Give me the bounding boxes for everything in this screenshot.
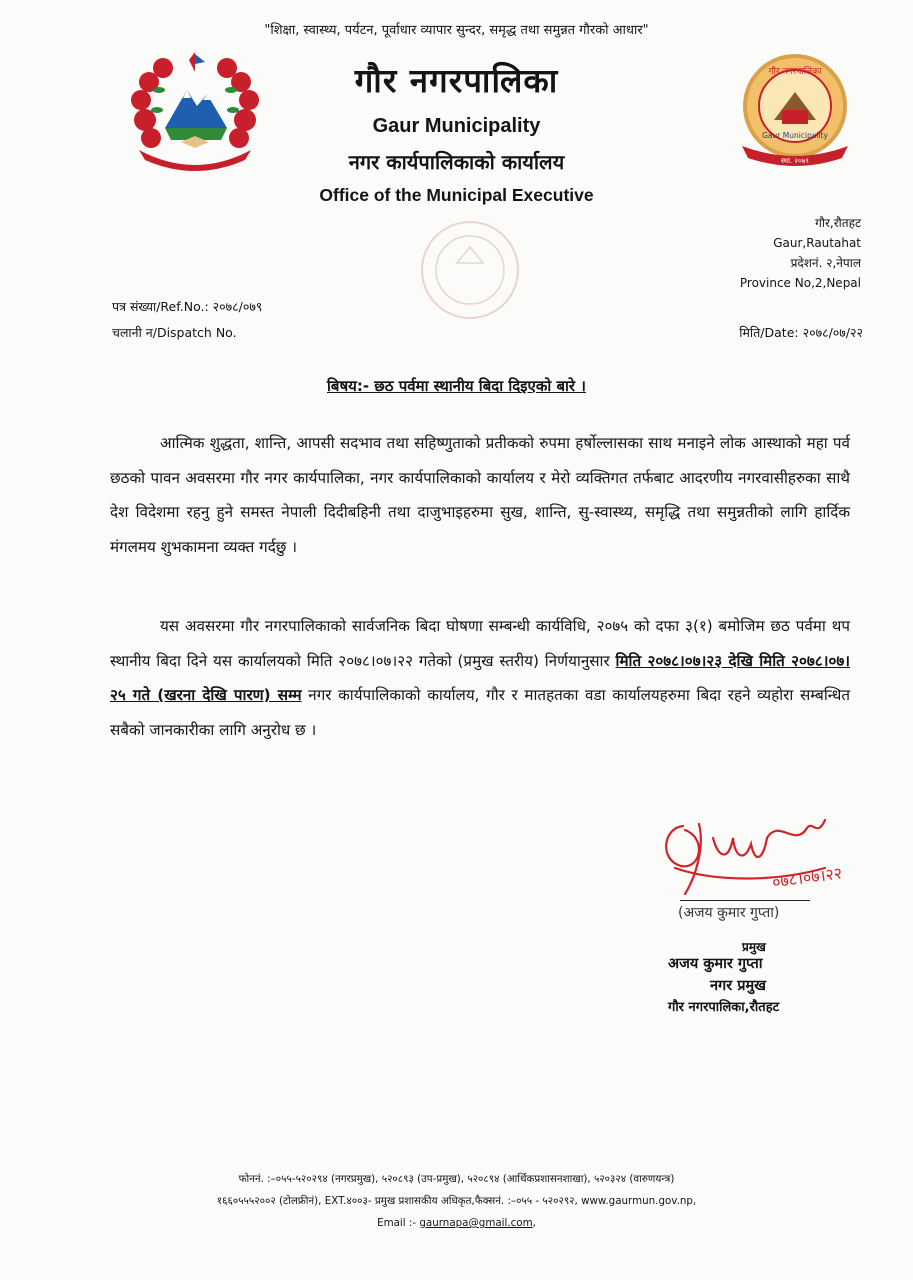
handwritten-signature	[655, 808, 910, 898]
dispatch-number: चलानी न/Dispatch No.	[112, 325, 237, 340]
signature-date: ०७८।०७।२२	[770, 863, 844, 892]
office-title-nepali: नगर कार्यपालिकाको कार्यालय	[348, 150, 565, 174]
address-line: गौर,रौतहट	[815, 216, 861, 230]
footer-phone-line: फोननं. :–०५५-५२०२९४ (नगरप्रमुख), ५२०८९३ (उप-प्रमुख), ५२०८९४ (आर्थिकप्रशासनशाखा), ५२०३२४ (वारुणयन्त्र)	[238, 1173, 675, 1185]
municipality-title-english: Gaur Municipality	[372, 115, 541, 137]
signature-line	[680, 900, 810, 901]
body-paragraph-2	[110, 609, 850, 747]
letter-subject: बिषय:- छठ पर्वमा स्थानीय बिदा दिइएको बारे ।	[327, 377, 586, 395]
stamp-title: नगर प्रमुख	[710, 978, 766, 994]
address-line: प्रदेशनं. २,नेपाल	[790, 256, 861, 270]
footer-contact	[0, 1168, 913, 1234]
paragraph-text: यस अवसरमा गौर नगरपालिकाको सार्वजनिक बिदा घोषणा सम्बन्धी कार्यविधि, २०७५ को दफा ३(१) बमोजिम छठ पर्वमा थप स्थानीय बिदा दिने यस कार्यालयको मिति २०७८।०७।२२ गतेको (प्रमुख स्तरीय) निर्णयानुसार	[110, 617, 850, 670]
stamp-title-small: प्रमुख	[742, 940, 766, 954]
body-paragraph-1: आत्मिक शुद्धता, शान्ति, आपसी सदभाव तथा सहिष्णुताको प्रतीकको रुपमा हर्षोल्लासका साथ मनाइने लोक आस्थाको महा पर्व छठको पावन अवसरमा गौर नगर कार्यपालिका, नगर कार्यपालिकाको कार्यालय र मेरो व्यक्तिगत तर्फबाट आदरणीय नगरवासीहरुका साथै देश विदेशमा रहनु हुने समस्त नेपाली दिदीबहिनी तथा दाजुभाइहरुमा सुख, शान्ति, सु-स्वास्थ्य, समृद्धि तथा समुन्नतीको लागि हार्दिक मंगलमय शुभकामना व्यक्त गर्दछु ।	[110, 434, 850, 556]
right-logo-subtext: Gaur Municipality	[762, 131, 828, 140]
letter-date: मिति/Date: २०७८/०७/२२	[739, 325, 863, 340]
holiday-dates-highlight: मिति २०७८।०७।२३ देखि मिति २०७८।०७।२५ गते (खरना देखि पारण) सम्म	[110, 651, 851, 704]
reference-number: पत्र संख्या/Ref.No.: २०७८/०७९	[112, 299, 263, 314]
gaur-municipality-logo	[728, 50, 862, 174]
stamp-office: गौर नगरपालिका,रौतहट	[668, 1000, 780, 1015]
email-label: Email :-	[377, 1217, 417, 1229]
email-suffix: ,	[532, 1217, 536, 1229]
paragraph-text: नगर कार्यपालिकाको कार्यालय, गौर र मातहतका वडा कार्यालयहरुमा बिदा रहने व्यहोरा सम्बन्धित सबैको जानकारीका लागि अनुरोध छ ।	[110, 686, 850, 739]
address-line: Gaur,Rautahat	[773, 236, 861, 250]
footer-email-line	[0, 1212, 913, 1234]
footer-ext-line: १६६०५५५२००२ (टोलफ्रीनं), EXT.४००३- प्रमुख प्रशासकीय अधिकृत,फैक्सनं. :–०५५ - ५२०२९२, www.gaurmun.gov.np,	[216, 1195, 697, 1207]
stamp-name: अजय कुमार गुप्ता	[668, 956, 763, 972]
right-logo-year: स्था. २०७९	[781, 157, 809, 165]
municipality-title-nepali: गौर नगरपालिका	[354, 61, 559, 100]
signatory-name: (अजय कुमार गुप्ता)	[678, 905, 780, 921]
office-seal-watermark	[405, 215, 535, 325]
office-address	[740, 213, 861, 293]
office-title-english: Office of the Municipal Executive	[319, 185, 594, 205]
email-link[interactable]: gaurnapa@gmail.com	[419, 1217, 533, 1229]
motto: "शिक्षा, स्वास्थ्य, पर्यटन, पूर्वाधार व्यापार सुन्दर, समृद्ध तथा समुन्नत गौरको आधार"	[264, 23, 649, 38]
right-logo-text: गौर नगरपालिका	[768, 67, 822, 77]
address-line: Province No,2,Nepal	[739, 276, 861, 290]
